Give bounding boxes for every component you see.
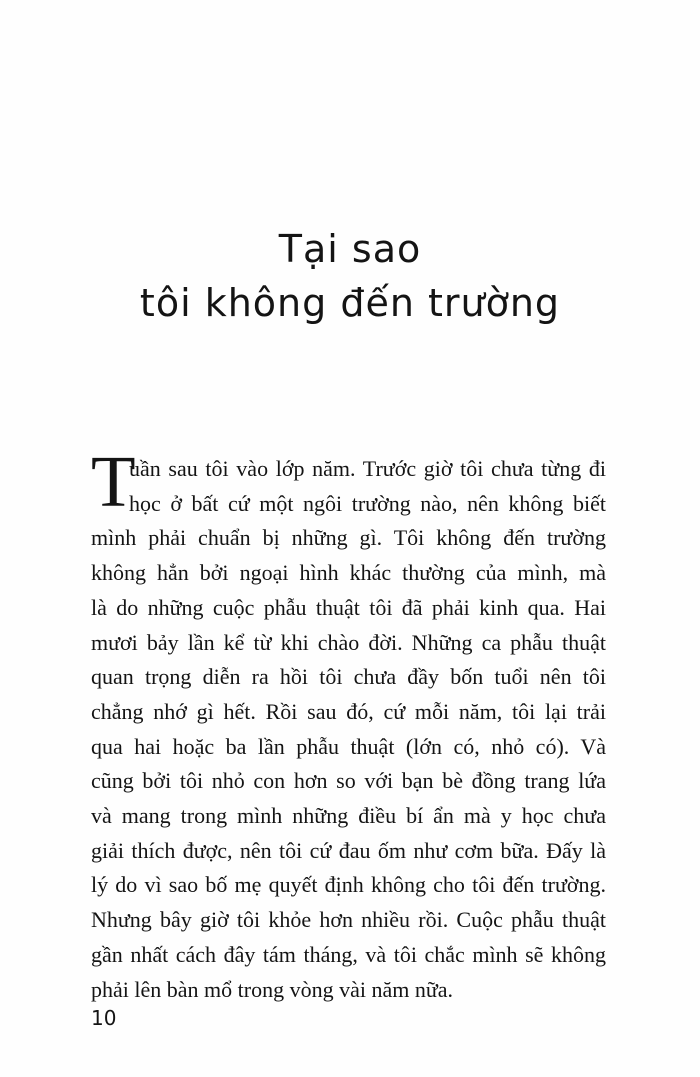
body-line-15: gần nhất cách đây tám tháng, và tôi chắc mình sẽ không [91,941,606,967]
body-line-7: quan trọng diễn ra hồi tôi chưa đầy bốn tuổi nên tôi [91,664,606,690]
drop-cap: T [91,441,136,522]
chapter-title-line-1: Tại sao [278,227,422,271]
body-line-12: giải thích được, nên tôi cứ đau ốm như cơm bữa. Đấy là [91,837,606,863]
body-line-10: cũng bởi tôi nhỏ con hơn so với bạn bè đồng trang lứa [91,768,606,794]
body-line-5: là do những cuộc phẫu thuật tôi đã phải kinh qua. Hai [91,594,606,620]
chapter-title [0,222,700,330]
page-number: 10 [91,1006,117,1030]
body-line-14: Nhưng bây giờ tôi khỏe hơn nhiều rồi. Cuộc phẫu thuật [91,907,606,933]
body-line-11: và mang trong mình những điều bí ẩn mà y học chưa [91,803,606,829]
chapter-body [91,441,606,1007]
body-line-3: mình phải chuẩn bị những gì. Tôi không đến trường [91,525,606,551]
body-line-16: phải lên bàn mổ trong vòng vài năm nữa. [91,976,454,1002]
chapter-title-line-2: tôi không đến trường [139,281,561,325]
body-line-8: chẳng nhớ gì hết. Rồi sau đó, cứ mỗi năm, tôi lại trải [91,698,606,724]
body-line-1-text: uần sau tôi vào lớp năm. Trước giờ tôi chưa từng đi [129,456,606,481]
body-line-2: học ở bất cứ một ngôi trường nào, nên không biết [129,490,606,516]
body-line-6: mươi bảy lần kể từ khi chào đời. Những ca phẫu thuật [91,629,606,655]
body-line-4: không hẳn bởi ngoại hình khác thường của mình, mà [91,560,606,586]
body-line-9: qua hai hoặc ba lần phẫu thuật (lớn có, nhỏ có). Và [91,733,606,759]
body-line-13: lý do vì sao bố mẹ quyết định không cho tôi đến trường. [91,872,606,898]
